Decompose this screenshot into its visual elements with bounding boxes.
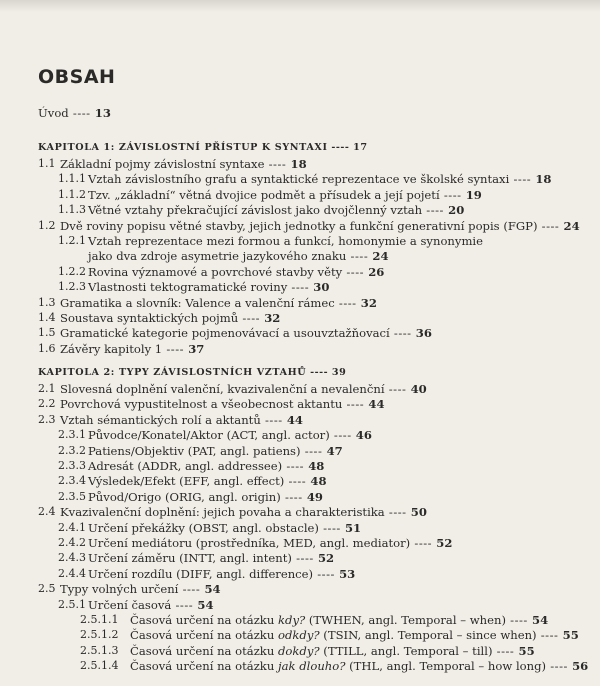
leader-dashes: ---- <box>280 489 307 504</box>
entry-question: odkdy? <box>278 628 320 643</box>
toc-entry[interactable] <box>60 505 427 519</box>
toc-entry[interactable] <box>88 280 329 294</box>
entry-text: Gramatické kategorie pojmenovávací a usouvztažňovací <box>60 326 390 341</box>
chapter-heading[interactable] <box>38 366 346 380</box>
toc-entry[interactable] <box>88 265 384 279</box>
section-number: 2.5.1.3 <box>80 643 119 657</box>
leader-dashes: ---- <box>306 367 332 378</box>
entry-text: Gramatika a slovník: Valence a valenční rámec <box>60 295 335 310</box>
page-number: 52 <box>436 536 453 550</box>
page-number: 39 <box>331 367 347 378</box>
leader-dashes: ---- <box>178 582 205 597</box>
leader-dashes: ---- <box>282 459 309 473</box>
entry-text: Určení časová <box>88 597 172 612</box>
page-number: 51 <box>344 520 362 535</box>
page-number: 44 <box>286 412 303 427</box>
page-number: 18 <box>290 157 307 171</box>
section-number: 2.5.1.1 <box>80 613 119 626</box>
section-number: 1.2 <box>38 218 56 232</box>
toc-entry-continuation[interactable] <box>88 249 389 263</box>
leader-dashes: ---- <box>546 659 573 674</box>
leader-dashes: ---- <box>537 218 564 233</box>
toc-entry[interactable] <box>88 521 361 535</box>
page-number: 37 <box>188 341 205 356</box>
section-number: 2.4.4 <box>58 566 86 580</box>
toc-entry[interactable] <box>88 459 324 473</box>
section-number: 2.5.1 <box>58 597 86 611</box>
toc-entry[interactable] <box>60 326 432 340</box>
entry-text: Určení rozdílu (DIFF, angl. difference) <box>88 566 314 581</box>
leader-dashes: ---- <box>410 536 437 550</box>
toc-entry[interactable] <box>88 490 323 504</box>
leader-dashes: ---- <box>346 249 373 264</box>
entry-text: Časová určení na otázku <box>130 628 278 643</box>
leader-dashes: ---- <box>439 187 466 202</box>
toc-entry[interactable] <box>60 157 307 171</box>
entry-text-tail: (TSIN, angl. Temporal – since when) <box>319 628 537 643</box>
toc-entry[interactable] <box>60 342 204 356</box>
toc-entry[interactable] <box>88 598 214 612</box>
section-number: 1.4 <box>38 311 56 324</box>
entry-text: Povrchová vypustitelnost a všeobecnost aktantu <box>60 397 343 412</box>
entry-question: kdy? <box>278 613 306 627</box>
entry-text: Slovesná doplnění valenční, kvazivalenční a nevalenční <box>60 382 385 396</box>
page-number: 17 <box>353 142 368 153</box>
leader-dashes: ---- <box>422 203 449 218</box>
section-number: 2.5.1.4 <box>80 659 119 673</box>
toc-entry[interactable] <box>88 536 452 550</box>
leader-dashes: ---- <box>284 474 311 489</box>
entry-text: Původce/Konatel/Aktor (ACT, angl. actor) <box>88 428 330 443</box>
leader-dashes: ---- <box>318 520 345 535</box>
section-number: 2.5 <box>38 582 56 596</box>
entry-text: Adresát (ADDR, angl. addressee) <box>88 459 283 473</box>
leader-dashes: ---- <box>384 382 411 396</box>
entry-text: Patiens/Objektiv (PAT, angl. patiens) <box>88 443 301 458</box>
toc-entry[interactable] <box>88 234 483 248</box>
section-number: 1.2.3 <box>58 280 86 294</box>
section-number: 1.1.1 <box>58 172 86 186</box>
page-number: 48 <box>308 459 325 473</box>
leader-dashes: ---- <box>171 597 198 612</box>
entry-question: jak dlouho? <box>278 659 346 674</box>
section-number: 2.3 <box>38 412 56 426</box>
entry-text: Určení záměru (INTT, angl. intent) <box>88 551 292 566</box>
section-number: 2.5.1.2 <box>80 628 119 642</box>
section-number: 2.3.3 <box>58 459 86 472</box>
leader-dashes: ---- <box>264 157 291 171</box>
section-number: 1.3 <box>38 295 56 309</box>
page-number: 56 <box>572 659 589 674</box>
entry-text: Vlastnosti tektogramatické roviny <box>88 280 288 295</box>
page-number: 40 <box>410 382 427 396</box>
page-number: 48 <box>310 474 327 489</box>
page-number: 52 <box>317 551 335 566</box>
toc-entry[interactable] <box>60 219 580 233</box>
section-number: 1.6 <box>38 341 56 355</box>
toc-entry[interactable] <box>88 444 343 458</box>
entry-text: Určení překážky (OBST, angl. obstacle) <box>88 520 319 535</box>
entry-question: dokdy? <box>278 643 320 658</box>
leader-dashes: ---- <box>260 412 287 427</box>
leader-dashes: ---- <box>329 428 356 443</box>
leader-dashes: ---- <box>505 613 533 627</box>
entry-text: Tzv. „základní“ větná dvojice podmět a přísudek a její pojetí <box>88 187 440 202</box>
page-number: 32 <box>360 295 377 310</box>
page-number: 55 <box>562 628 579 643</box>
entry-text: Soustava syntaktických pojmů <box>60 311 239 325</box>
toc-entry[interactable] <box>88 428 372 442</box>
entry-text: jako dva zdroje asymetrie jazykového znaku <box>88 249 347 264</box>
page-number: 36 <box>415 326 432 341</box>
page-number: 44 <box>368 397 385 412</box>
leader-dashes: ---- <box>536 628 563 643</box>
page-number: 49 <box>306 489 323 504</box>
entry-text: Rovina významové a povrchové stavby věty <box>88 264 343 279</box>
page-number: 55 <box>518 643 535 658</box>
leader-dashes: ---- <box>384 505 411 520</box>
page-number: 53 <box>339 566 356 581</box>
toc-entry[interactable] <box>88 551 334 565</box>
toc-entry[interactable] <box>130 613 548 627</box>
page-number: 54 <box>197 597 214 612</box>
toc-entry[interactable] <box>130 659 588 673</box>
toc-entry[interactable] <box>88 172 551 186</box>
leader-dashes: ---- <box>162 341 189 356</box>
page-number: 47 <box>326 443 343 458</box>
page-number: 54 <box>532 613 549 627</box>
entry-text: Úvod <box>38 106 69 120</box>
page-title: OBSAH <box>38 66 116 88</box>
chapter-label: KAPITOLA 1: ZÁVISLOSTNÍ PŘÍSTUP K SYNTAXI <box>38 142 328 153</box>
entry-text: Časová určení na otázku <box>130 613 278 627</box>
entry-text: Určení mediátoru (prostředníka, MED, angl. mediator) <box>88 536 411 550</box>
toc-entry[interactable] <box>60 311 280 325</box>
section-number: 1.1 <box>38 157 56 170</box>
entry-text: Kvazivalenční doplnění: jejich povaha a charakteristika <box>60 505 385 520</box>
page-number: 20 <box>448 203 465 218</box>
section-number: 2.3.2 <box>58 443 86 457</box>
entry-text: Původ/Origo (ORIG, angl. origin) <box>88 489 281 504</box>
entry-text: Základní pojmy závislostní syntaxe <box>60 157 265 171</box>
entry-text-tail: (THL, angl. Temporal – how long) <box>345 659 547 674</box>
page-number: 18 <box>535 172 552 187</box>
leader-dashes: ---- <box>327 142 354 153</box>
entry-text: Dvě roviny popisu větné stavby, jejich jednotky a funkční generativní popis (FGP) <box>60 218 538 233</box>
leader-dashes: ---- <box>287 280 314 295</box>
section-number: 2.4.3 <box>58 551 86 565</box>
toc-entry[interactable] <box>88 567 355 581</box>
section-number: 1.2.1 <box>58 234 86 247</box>
toc-entry[interactable] <box>60 413 303 427</box>
entry-text: Typy volných určení <box>60 582 179 597</box>
entry-text: Časová určení na otázku <box>130 659 278 674</box>
leader-dashes: ---- <box>238 311 265 325</box>
entry-text-tail: (TTILL, angl. Temporal – till) <box>319 643 493 658</box>
toc-entry[interactable] <box>88 188 482 202</box>
leader-dashes: ---- <box>313 566 340 581</box>
leader-dashes: ---- <box>389 326 416 341</box>
page-number: 19 <box>465 187 482 202</box>
section-number: 1.5 <box>38 326 56 340</box>
toc-entry-intro[interactable] <box>38 106 111 120</box>
toc-entry[interactable] <box>88 474 327 488</box>
chapter-heading[interactable] <box>38 141 368 155</box>
section-number: 1.1.3 <box>58 203 86 217</box>
section-number: 2.1 <box>38 382 56 395</box>
page-number: 24 <box>372 249 389 264</box>
toc-entry[interactable] <box>88 203 464 217</box>
section-number: 2.3.5 <box>58 489 86 503</box>
entry-text: Vztah sémantických rolí a aktantů <box>60 412 261 427</box>
leader-dashes: ---- <box>509 172 536 187</box>
leader-dashes: ---- <box>342 397 369 412</box>
section-number: 2.4.1 <box>58 520 86 534</box>
entry-text: Vztah závislostního grafu a syntaktické reprezentace ve školské syntaxi <box>88 172 510 187</box>
entry-text: Vztah reprezentace mezi formou a funkcí, homonymie a synonymie <box>88 234 484 248</box>
entry-text: Závěry kapitoly 1 <box>60 341 163 356</box>
leader-dashes: ---- <box>68 106 95 120</box>
section-number: 1.1.2 <box>58 187 86 201</box>
toc-entry[interactable] <box>130 628 579 642</box>
section-number: 2.4 <box>38 505 56 519</box>
toc-entry[interactable] <box>130 644 535 658</box>
page-number: 46 <box>355 428 372 443</box>
page-number: 30 <box>313 280 330 295</box>
section-number: 2.3.4 <box>58 474 86 488</box>
entry-text-tail: (TWHEN, angl. Temporal – when) <box>305 613 506 627</box>
toc-entry[interactable] <box>60 397 385 411</box>
section-number: 2.3.1 <box>58 428 86 442</box>
section-number: 2.4.2 <box>58 536 86 549</box>
leader-dashes: ---- <box>291 551 318 566</box>
page-number: 50 <box>410 505 427 520</box>
entry-text: Časová určení na otázku <box>130 643 278 658</box>
leader-dashes: ---- <box>492 643 519 658</box>
leader-dashes: ---- <box>342 264 369 279</box>
page-number: 54 <box>204 582 221 597</box>
entry-text: Větné vztahy překračující závislost jako dvojčlenný vztah <box>88 203 423 218</box>
page-number: 24 <box>563 218 580 233</box>
toc-entry[interactable] <box>60 296 377 310</box>
section-number: 1.2.2 <box>58 264 86 278</box>
toc-entry[interactable] <box>60 582 221 596</box>
chapter-label: KAPITOLA 2: TYPY ZÁVISLOSTNÍCH VZTAHŮ <box>38 367 307 378</box>
section-number: 2.2 <box>38 397 56 411</box>
entry-text: Výsledek/Efekt (EFF, angl. effect) <box>88 474 285 489</box>
page-number: 13 <box>94 106 111 120</box>
page-number: 32 <box>264 311 281 325</box>
leader-dashes: ---- <box>334 295 361 310</box>
toc-entry[interactable] <box>60 382 427 396</box>
leader-dashes: ---- <box>300 443 327 458</box>
page-number: 26 <box>368 264 385 279</box>
